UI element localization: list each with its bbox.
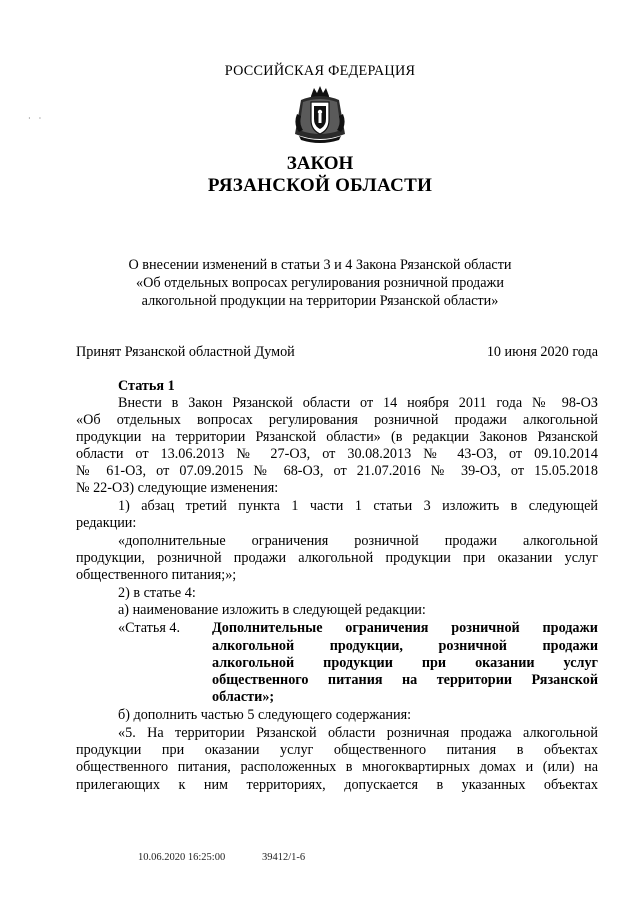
article-line: «5. На территории Рязанской области розничная продажа алкогольной <box>118 725 598 741</box>
quoted-heading-line: алкогольной продукции, розничной продажи <box>212 638 598 654</box>
quoted-article-label: «Статья 4. <box>118 620 181 636</box>
article-line: области от 13.06.2013 № 27-ОЗ, от 30.08.2013 № 43-ОЗ, от 09.10.2014 <box>76 446 598 462</box>
footer-doc-code: 39412/1-6 <box>262 852 306 863</box>
quoted-heading-line: общественного питания на территории Рязанской <box>212 672 598 688</box>
article-line: продукции, розничной продажи алкогольной продукции при оказании услуг <box>76 550 598 566</box>
scan-artifact: · · <box>28 114 45 123</box>
article-line: 1) абзац третий пункта 1 части 1 статьи 3 изложить в следующей <box>118 498 598 514</box>
article-line: прилегающих к ним территориях, допускается в указанных объектах <box>76 777 598 793</box>
law-title: ЗАКОН <box>286 153 354 174</box>
adoption-date: 10 июня 2020 года <box>486 344 598 360</box>
article-line: продукции на территории Рязанской области» (в редакции Законов Рязанской <box>76 429 598 445</box>
article-line: редакции: <box>76 515 137 531</box>
article-line: № 61-ОЗ, от 07.09.2015 № 68-ОЗ, от 21.07.2016 № 39-ОЗ, от 15.05.2018 <box>76 463 598 479</box>
article-title: Статья 1 <box>118 378 175 394</box>
adopted-by: Принят Рязанской областной Думой <box>76 344 295 360</box>
article-line: «Об отдельных вопросах регулирования розничной продажи алкогольной <box>76 412 598 428</box>
article-line: продукции при оказании услуг общественного питания в объектах <box>76 742 598 758</box>
article-line: «дополнительные ограничения розничной продажи алкогольной <box>118 533 598 549</box>
quoted-heading-line: алкогольной продукции при оказании услуг <box>212 655 598 671</box>
subject-line-2: «Об отдельных вопросах регулирования розничной продажи <box>136 275 504 291</box>
ryazan-coat-of-arms-icon <box>287 84 353 146</box>
quoted-heading-line: Дополнительные ограничения розничной продажи <box>212 620 598 636</box>
article-line: 2) в статье 4: <box>118 585 196 601</box>
article-line: № 22-ОЗ) следующие изменения: <box>76 480 279 496</box>
country-heading: РОССИЙСКАЯ ФЕДЕРАЦИЯ <box>224 63 416 79</box>
subject-line-3: алкогольной продукции на территории Рязанской области» <box>141 293 499 309</box>
footer-timestamp: 10.06.2020 16:25:00 <box>138 852 226 863</box>
article-line: общественного питания, расположенных в многоквартирных домах и (или) на <box>76 759 598 775</box>
law-region: РЯЗАНСКОЙ ОБЛАСТИ <box>207 175 433 196</box>
article-line: Внести в Закон Рязанской области от 14 ноября 2011 года № 98-ОЗ <box>118 395 598 411</box>
article-line: общественного питания;»; <box>76 567 237 583</box>
subject-line-1: О внесении изменений в статьи 3 и 4 Закона Рязанской области <box>128 257 512 273</box>
article-line: а) наименование изложить в следующей редакции: <box>118 602 426 618</box>
article-line: б) дополнить частью 5 следующего содержания: <box>118 707 412 723</box>
quoted-heading-line: области»; <box>212 689 275 705</box>
